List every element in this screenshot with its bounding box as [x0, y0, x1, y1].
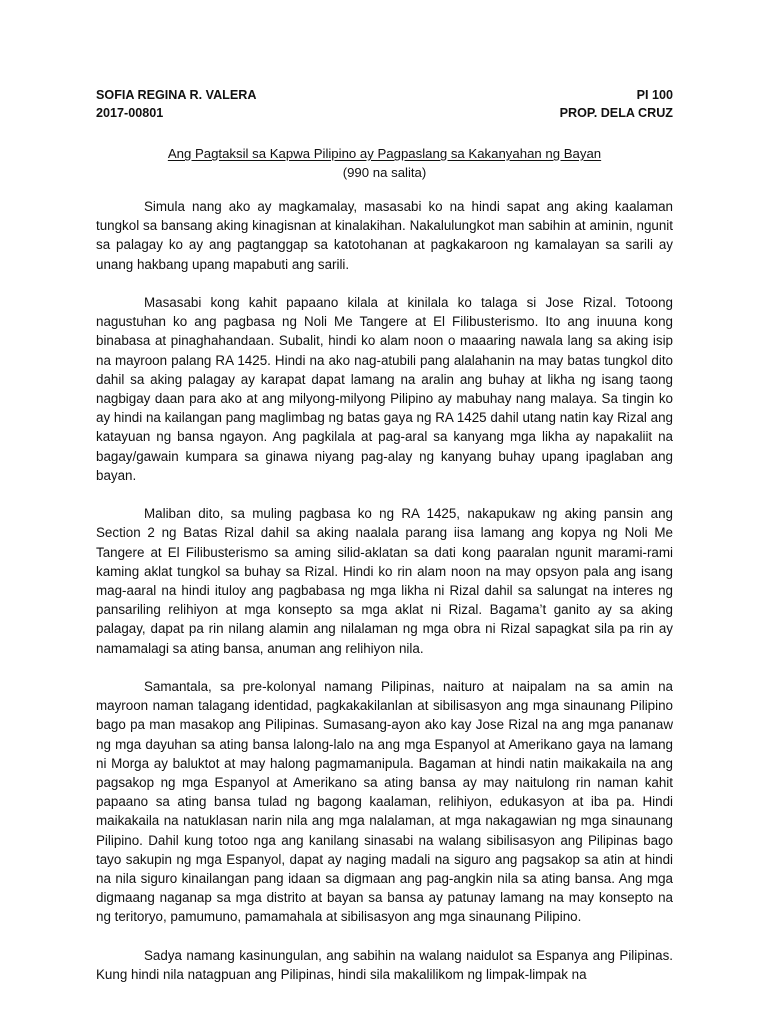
professor-name: PROP. DELA CRUZ — [559, 106, 673, 120]
header-row-1 — [96, 86, 673, 104]
paragraph-2: Masasabi kong kahit papaano kilala at kinilala ko talaga si Jose Rizal. Totoong nagustuhan ko ang pagbasa ng Noli Me Tangere at El Filibusterismo. Ito ang inuuna kong binabasa at pinaghahandaan. Subalit, hindi ko alam noon o maaaring nawala lang sa aking isip na mayroon palang RA 1425. Hindi na ako nag-atubili pang alalahanin na may batas tungkol dito dahil sa aking palagay ay karapat dapat lamang na aralin ang buhay at likha ng isang taong nagbigay daan para ako at ang milyong-milyong Pilipino ay mabuhay nang malaya. Sa tingin ko ay hindi na kailangan pang maglimbag ng batas gaya ng RA 1425 dahil utang natin kay Rizal ang katayuan ng bansa ngayon. Ang pagkilala at pag-aral sa kanyang mga likha ay napakaliit na bagay/gawain kumpara sa ginawa niyang pag-alay ng kanyang buhay upang ipaglaban ang bayan. — [96, 295, 673, 483]
document-content — [96, 86, 673, 1003]
course-code: PI 100 — [636, 88, 673, 102]
student-number: 2017-00801 — [96, 106, 164, 120]
author-name: SOFIA REGINA R. VALERA — [96, 88, 257, 102]
paragraph-4: Samantala, sa pre-kolonyal namang Pilipinas, naituro at naipalam na sa amin na mayroon naman talagang identidad, pagkakakilanlan at sibilisasyon ang mga sinaunang Pilipino bago pa man masakop ang Pilipinas. Sumasang-ayon ako kay Jose Rizal na ang mga pananaw ng mga dayuhan sa ating bansa lalong-lalo na ang mga Espanyol at Amerikano gaya na lamang ni Morga ay baluktot at may halong pagmamanipula. Bagaman at hindi natin maikakaila na ang pagsakop ng mga Espanyol at Amerikano sa ating bansa ay may naitulong rin naman kahit papaano sa ating bansa tulad ng bagong kaalaman, relihiyon, edukasyon at iba pa. Hindi maikakaila na natuklasan narin nila ang mga nalalaman, at mga nakagawian ng mga sinaunang Pilipino. Dahil kung totoo nga ang kanilang sinasabi na walang sibilisasyon ang Pilipinas bago tayo sakupin ng mga Espanyol, dapat ay naging madali na siguro ang pagsakop sa atin at hindi na nila siguro kinailangan pang idaan sa digmaan ang pag-angkin nila sa ating bansa. Ang mga digmaang naganap sa mga distrito at bayan sa bansa ay patunay lamang na may konsepto na ng teritoryo, pamumuno, pamamahala at sibilisasyon ang mga sinaunang Pilipino. — [96, 679, 673, 925]
header-row-2 — [96, 104, 673, 122]
title-block — [96, 144, 673, 182]
paragraph-1: Simula nang ako ay magkamalay, masasabi ko na hindi sapat ang aking kaalaman tungkol sa bansang aking kinagisnan at kinalakihan. Nakalulungkot man sabihin at aminin, ngunit sa palagay ko ay ang pagtanggap sa katotohanan at pagkakaroon ng kamalayan sa sarili ay unang hakbang upang mapabuti ang sarili. — [96, 199, 673, 272]
paragraph-3: Maliban dito, sa muling pagbasa ko ng RA 1425, nakapukaw ng aking pansin ang Section 2 ng Batas Rizal dahil sa aking naalala parang iisa lamang ang kopya ng Noli Me Tangere at El Filibusterismo sa aming silid-aklatan sa dati kong paaralan ngunit marami-rami kaming aklat tungkol sa buhay sa Rizal. Hindi ko rin alam noon na may opsyon pala ang isang mag-aaral na hindi ituloy ang pagbabasa ng mga likha ni Rizal dahil sa salungat na interes ng pansariling relihiyon at mga konsepto sa mga aklat ni Rizal. Bagama’t ganito ay sa aking palagay, dapat pa rin nilang alamin ang nilalaman ng mga obra ni Rizal sapagkat sila pa rin ay namamalagi sa ating bansa, anuman ang relihiyon nila. — [96, 506, 673, 656]
essay-title: Ang Pagtaksil sa Kapwa Pilipino ay Pagpaslang sa Kakanyahan ng Bayan — [167, 146, 602, 161]
word-count: (990 na salita) — [342, 165, 427, 180]
essay-body — [96, 197, 673, 984]
paragraph-5: Sadya namang kasinungulan, ang sabihin na walang naidulot sa Espanya ang Pilipinas. Kung hindi nila natagpuan ang Pilipinas, hindi sila makalilikom ng limpak-limpak na — [96, 947, 673, 983]
